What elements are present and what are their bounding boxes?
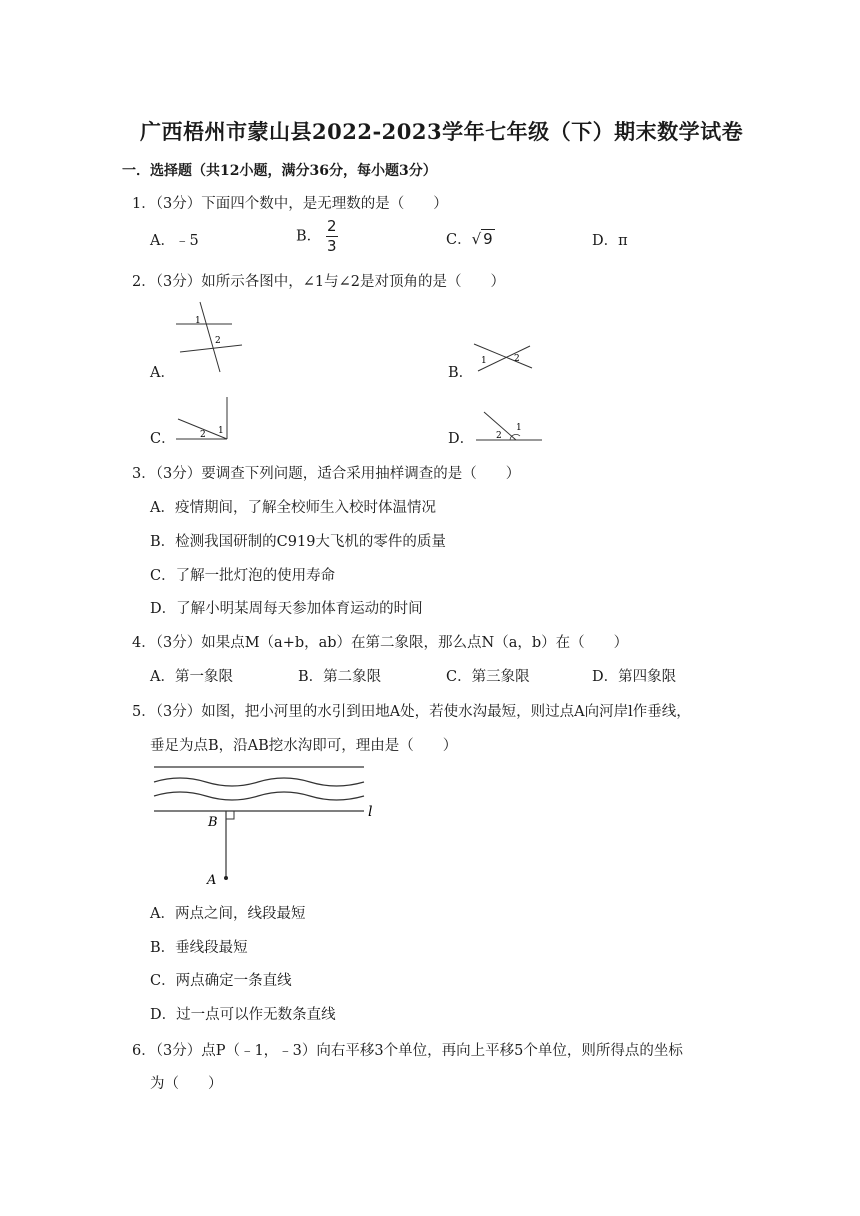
option-c-label: C． <box>446 232 472 248</box>
square-root: √ 9 <box>471 230 493 248</box>
question-1-option-d: D．π <box>592 233 628 249</box>
question-3-option-a: A．疫情期间，了解全校师生入校时体温情况 <box>150 500 436 516</box>
question-5-option-a: A．两点之间，线段最短 <box>150 906 306 922</box>
point-a-label: A <box>207 873 217 888</box>
question-4-option-b: B．第二象限 <box>298 669 382 685</box>
denominator: 3 <box>326 237 337 255</box>
angle-2-label: 2 <box>200 430 206 440</box>
angle-1-label: 1 <box>195 316 201 326</box>
question-4-option-c: C．第三象限 <box>446 669 530 685</box>
angle-2-label: 2 <box>514 354 520 364</box>
question-4-stem: 4．（3分）如果点M（a+b，ab）在第二象限，那么点N（a，b）在（ ） <box>132 635 629 651</box>
question-5-stem-line-2: 垂足为点B，沿AB挖水沟即可，理由是（ ） <box>150 738 458 754</box>
question-6-stem-line-2: 为（ ） <box>150 1076 223 1092</box>
section-heading: 一．选择题（共12小题，满分36分，每小题3分） <box>122 163 437 179</box>
angle-1-label: 1 <box>481 356 487 366</box>
question-3-option-b: B．检测我国研制的C919大飞机的零件的质量 <box>150 534 446 550</box>
angle-1-label: 1 <box>218 426 224 436</box>
fraction <box>326 219 338 254</box>
figure-2b-vertical-angles <box>470 338 540 378</box>
question-1-option-b <box>296 219 338 254</box>
question-4-option-a: A．第一象限 <box>150 669 233 685</box>
angle-2-label: 2 <box>496 431 502 441</box>
angle-2-label: 2 <box>215 336 221 346</box>
question-5-option-d: D．过一点可以作无数条直线 <box>150 1007 336 1023</box>
option-b-label: B． <box>296 228 322 245</box>
question-2-option-a-label: A． <box>150 365 175 381</box>
figure-2c-right-angle <box>172 395 232 443</box>
question-3-stem: 3．（3分）要调查下列问题，适合采用抽样调查的是（ ） <box>132 466 521 482</box>
question-2-option-c-label: C． <box>150 431 176 447</box>
point-b-label: B <box>208 815 218 830</box>
question-3-option-d: D．了解小明某周每天参加体育运动的时间 <box>150 601 423 617</box>
question-1-option-a: A．﹣5 <box>150 233 199 249</box>
question-1-stem: 1．（3分）下面四个数中，是无理数的是（ ） <box>132 196 448 212</box>
question-6-stem-line-1: 6．（3分）点P（﹣1，﹣3）向右平移3个单位，再向上平移5个单位，则所得点的坐标 <box>132 1043 683 1059</box>
river-bank-label-l: l <box>368 804 373 820</box>
numerator: 2 <box>326 217 337 235</box>
question-5-stem-line-1: 5．（3分）如图，把小河里的水引到田地A处，若使水沟最短，则过点A向河岸l作垂线， <box>132 704 691 720</box>
figure-2d-adjacent-angles <box>474 408 546 444</box>
river-perpendicular-figure <box>150 762 390 892</box>
question-3-option-c: C．了解一批灯泡的使用寿命 <box>150 568 336 584</box>
angle-1-label: 1 <box>516 423 522 433</box>
question-5-option-b: B．垂线段最短 <box>150 940 248 956</box>
question-2-option-b-label: B． <box>448 365 474 381</box>
question-1-option-c <box>446 228 495 249</box>
radicand: 9 <box>483 230 493 248</box>
question-2-stem: 2．（3分）如所示各图中，∠1与∠2是对顶角的是（ ） <box>132 274 505 290</box>
question-2-option-d-label: D． <box>448 431 475 447</box>
figure-2a-two-lines-crossing-parallels <box>170 298 250 378</box>
page-title: 广西梧州市蒙山县2022-2023学年七年级（下）期末数学试卷 <box>140 119 744 144</box>
question-4-option-d: D．第四象限 <box>592 669 677 685</box>
question-5-option-c: C．两点确定一条直线 <box>150 973 292 989</box>
